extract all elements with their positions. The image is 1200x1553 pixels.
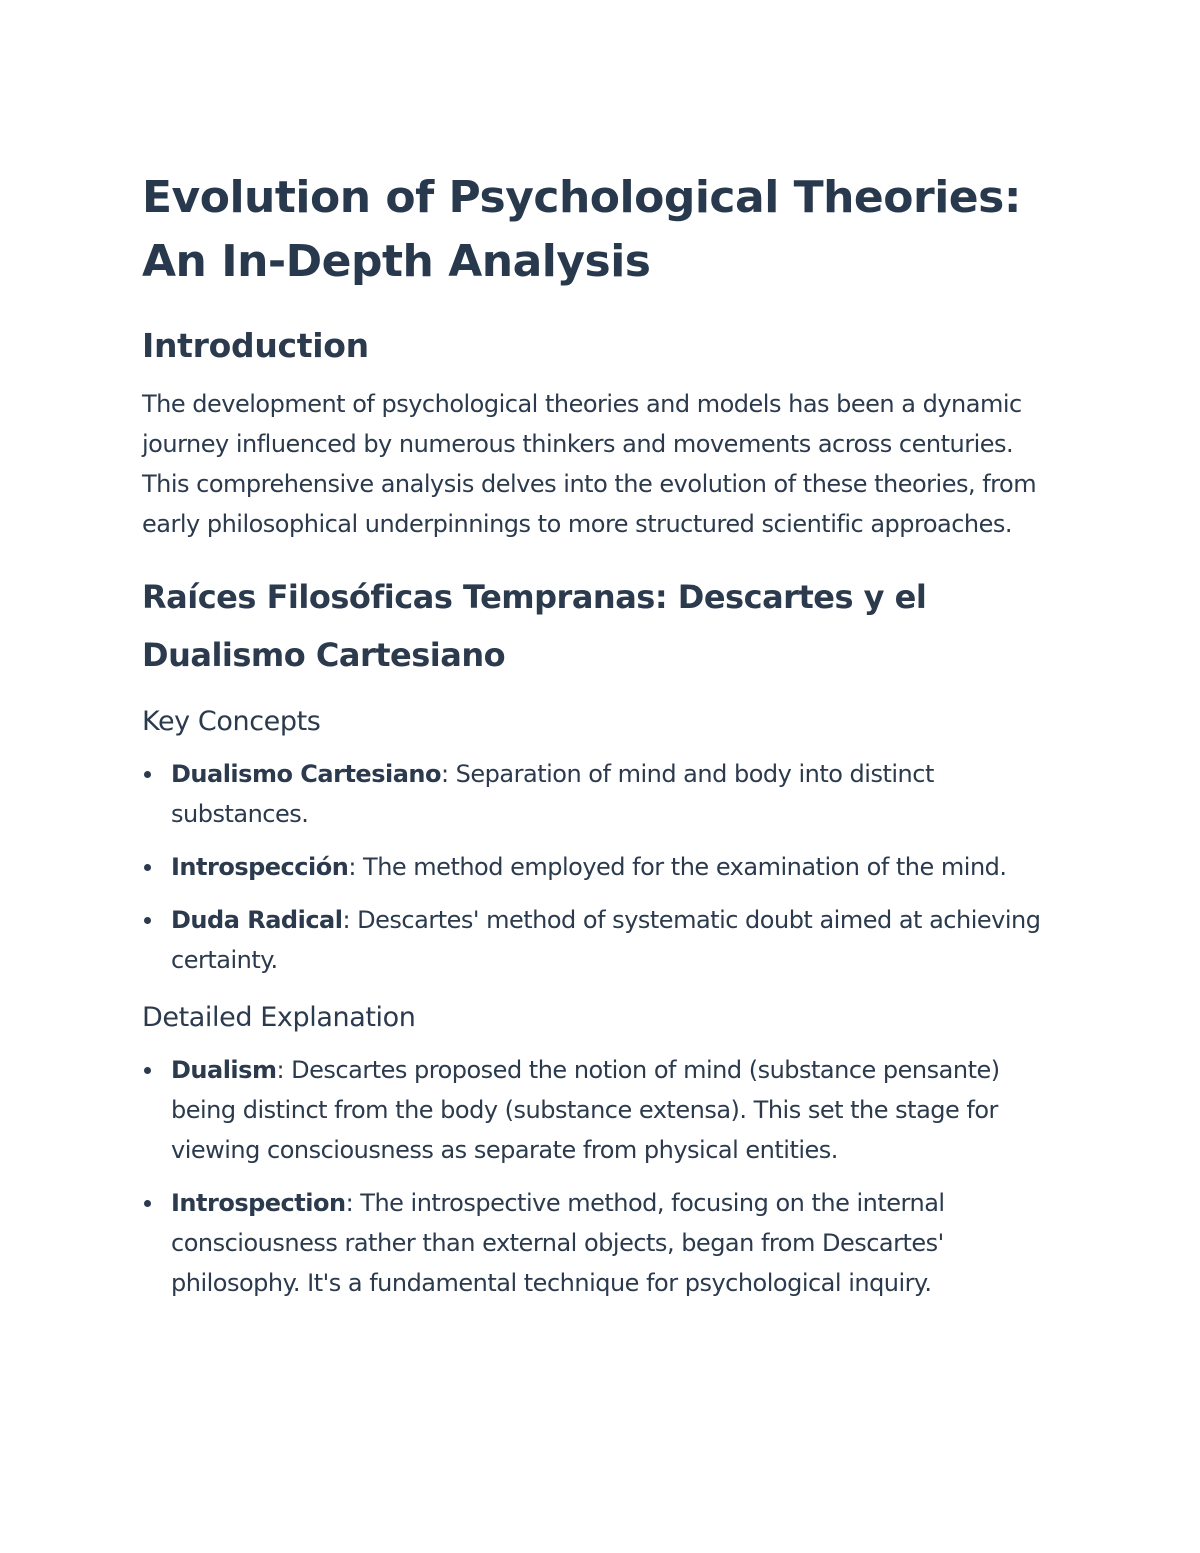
list-item-text: : Descartes proposed the notion of mind (substance pensante) being distinct from the body (substance extensa). This set the stage for viewing consciousness as separate from physical entities. <box>171 1056 1000 1164</box>
list-item-term: Introspection <box>171 1189 346 1217</box>
list-item <box>142 900 1062 980</box>
page-title: Evolution of Psychological Theories: An In-Depth Analysis <box>142 172 1021 287</box>
detailed-explanation-list <box>142 1050 1062 1303</box>
introduction-paragraph: The development of psychological theories and models has been a dynamic journey influenced by numerous thinkers and movements across centuries. This comprehensive analysis delves into the evolution of these theories, from early philosophical underpinnings to more structured scientific approaches. <box>142 390 1037 538</box>
bullet-icon <box>144 771 151 778</box>
list-item <box>142 1050 1062 1170</box>
list-item-text: : The method employed for the examination of the mind. <box>348 853 1007 881</box>
list-item-term: Duda Radical <box>171 906 343 934</box>
bullet-icon <box>144 864 151 871</box>
list-item-text: : Descartes' method of systematic doubt aimed at achieving certainty. <box>171 906 1041 974</box>
list-item-term: Dualism <box>171 1056 277 1084</box>
key-concepts-list <box>142 754 1062 980</box>
bullet-icon <box>144 1200 151 1207</box>
document-page <box>142 166 1062 1316</box>
list-item-text: : Separation of mind and body into distinct substances. <box>171 760 934 828</box>
list-item-term: Introspección <box>171 853 349 881</box>
list-item-term: Dualismo Cartesiano <box>171 760 441 788</box>
introduction-heading: Introduction <box>142 326 369 365</box>
list-item <box>142 1183 1062 1303</box>
section-heading: Raíces Filosóficas Tempranas: Descartes y el Dualismo Cartesiano <box>142 578 927 674</box>
bullet-icon <box>144 917 151 924</box>
list-item <box>142 754 1062 834</box>
key-concepts-heading: Key Concepts <box>142 706 321 737</box>
list-item <box>142 847 1062 887</box>
detailed-explanation-heading: Detailed Explanation <box>142 1002 416 1033</box>
list-item-text: : The introspective method, focusing on the internal consciousness rather than external objects, began from Descartes' philosophy. It's a fundamental technique for psychological inquiry. <box>171 1189 945 1297</box>
bullet-icon <box>144 1067 151 1074</box>
